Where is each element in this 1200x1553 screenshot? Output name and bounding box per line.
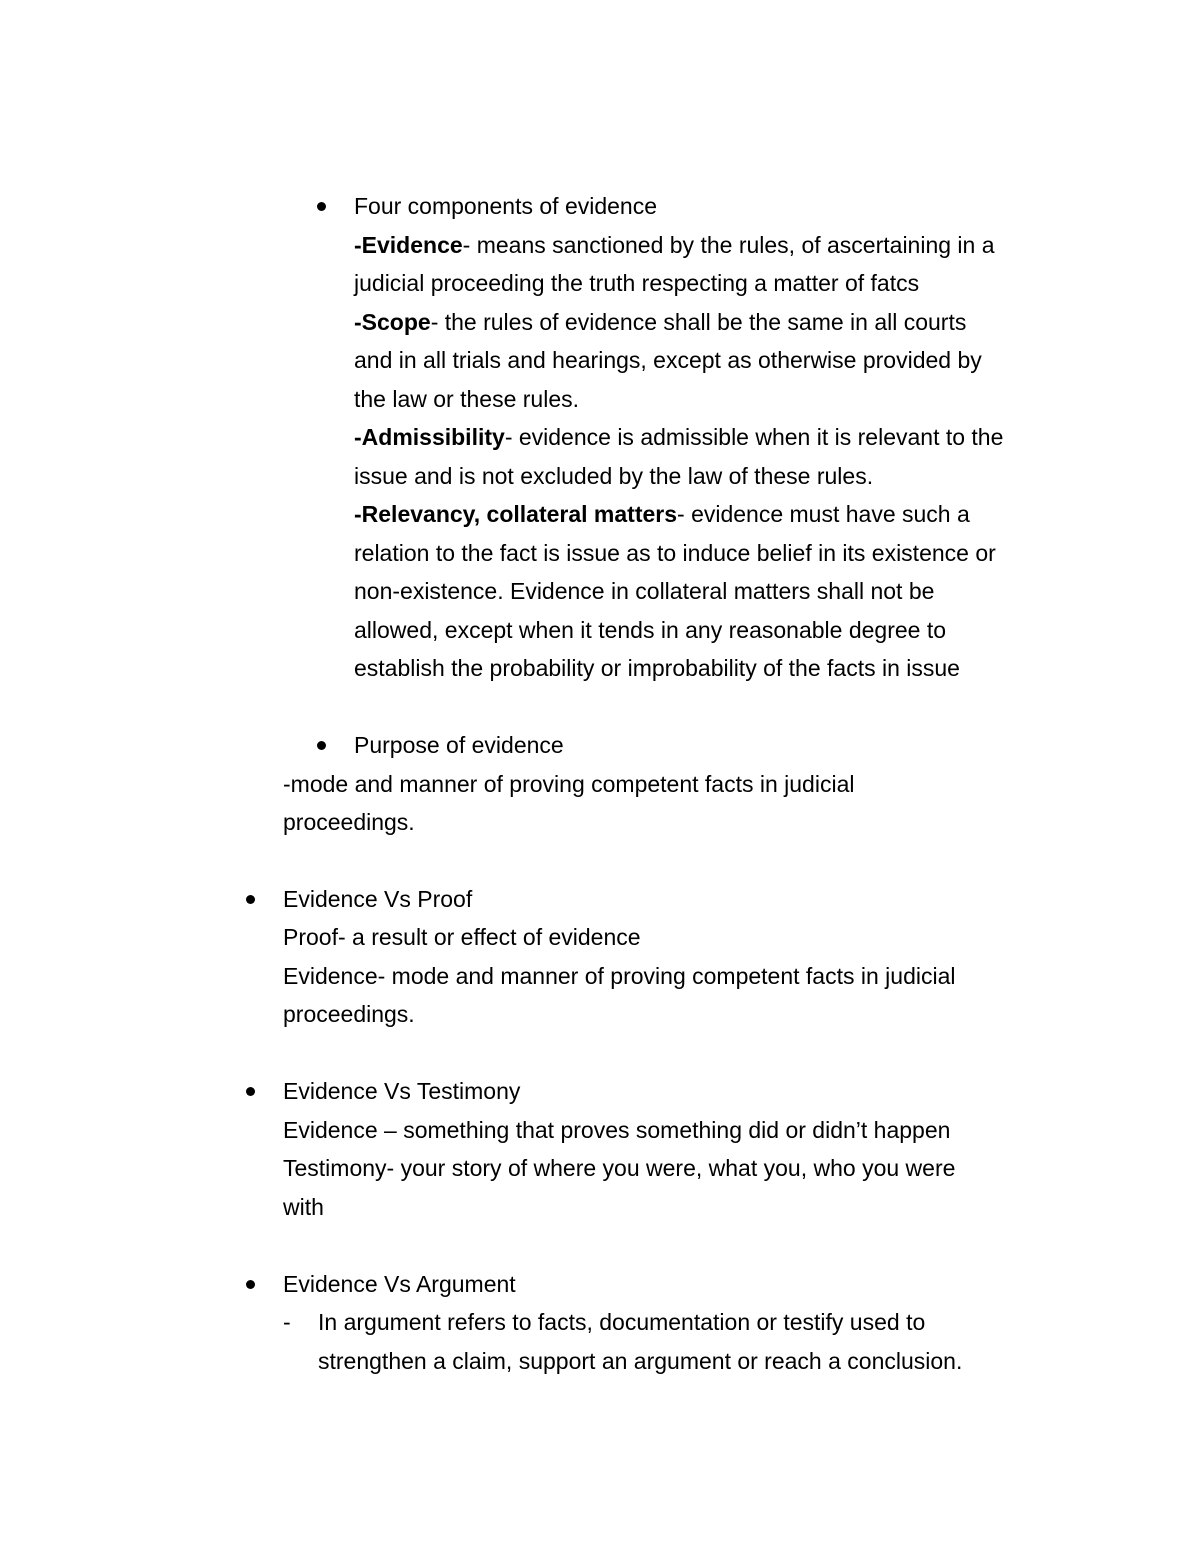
section-heading: Four components of evidence xyxy=(354,193,658,219)
text-line: proceedings. xyxy=(283,1001,415,1027)
text-line: proceedings. xyxy=(283,809,415,835)
text-line: allowed, except when it tends in any reasonable degree to xyxy=(354,617,947,643)
bullet-icon xyxy=(246,895,255,904)
term-label: -Relevancy, collateral matters xyxy=(354,501,678,527)
bullet-icon xyxy=(246,1280,255,1289)
definition-relevancy xyxy=(354,495,970,534)
text-line: non-existence. Evidence in collateral matters shall not be xyxy=(354,578,935,604)
section-heading: Evidence Vs Proof xyxy=(283,886,473,912)
text-line: strengthen a claim, support an argument or reach a conclusion. xyxy=(318,1348,963,1374)
text-line: Testimony- your story of where you were, what you, who you were xyxy=(283,1155,956,1181)
text-line: Proof- a result or effect of evidence xyxy=(283,924,641,950)
term-label: -Evidence xyxy=(354,232,463,258)
text-line: the law or these rules. xyxy=(354,386,580,412)
text-line: judicial proceeding the truth respecting a matter of fatcs xyxy=(354,270,920,296)
bullet-icon xyxy=(246,1087,255,1096)
text-line: Evidence- mode and manner of proving competent facts in judicial xyxy=(283,963,956,989)
text-line: issue and is not excluded by the law of these rules. xyxy=(354,463,874,489)
text-line: establish the probability or improbability of the facts in issue xyxy=(354,655,960,681)
definition-text: - the rules of evidence shall be the same in all courts xyxy=(430,309,967,335)
bullet-icon xyxy=(317,202,326,211)
text-line: and in all trials and hearings, except as otherwise provided by xyxy=(354,347,982,373)
text-line: In argument refers to facts, documentation or testify used to xyxy=(318,1309,926,1335)
dash-marker: - xyxy=(283,1309,291,1335)
term-label: -Scope xyxy=(354,309,431,335)
definition-scope xyxy=(354,303,966,342)
section-heading: Evidence Vs Argument xyxy=(283,1271,516,1297)
section-heading: Evidence Vs Testimony xyxy=(283,1078,521,1104)
term-label: -Admissibility xyxy=(354,424,505,450)
definition-evidence xyxy=(354,226,995,265)
section-heading: Purpose of evidence xyxy=(354,732,564,758)
text-line: with xyxy=(283,1194,324,1220)
bullet-icon xyxy=(317,741,326,750)
definition-text: - means sanctioned by the rules, of ascertaining in a xyxy=(462,232,995,258)
text-line: relation to the fact is issue as to induce belief in its existence or xyxy=(354,540,996,566)
definition-text: - evidence is admissible when it is relevant to the xyxy=(504,424,1004,450)
definition-text: - evidence must have such a xyxy=(677,501,970,527)
text-line: -mode and manner of proving competent facts in judicial xyxy=(283,771,855,797)
definition-admissibility xyxy=(354,418,1003,457)
text-line: Evidence – something that proves something did or didn’t happen xyxy=(283,1117,951,1143)
